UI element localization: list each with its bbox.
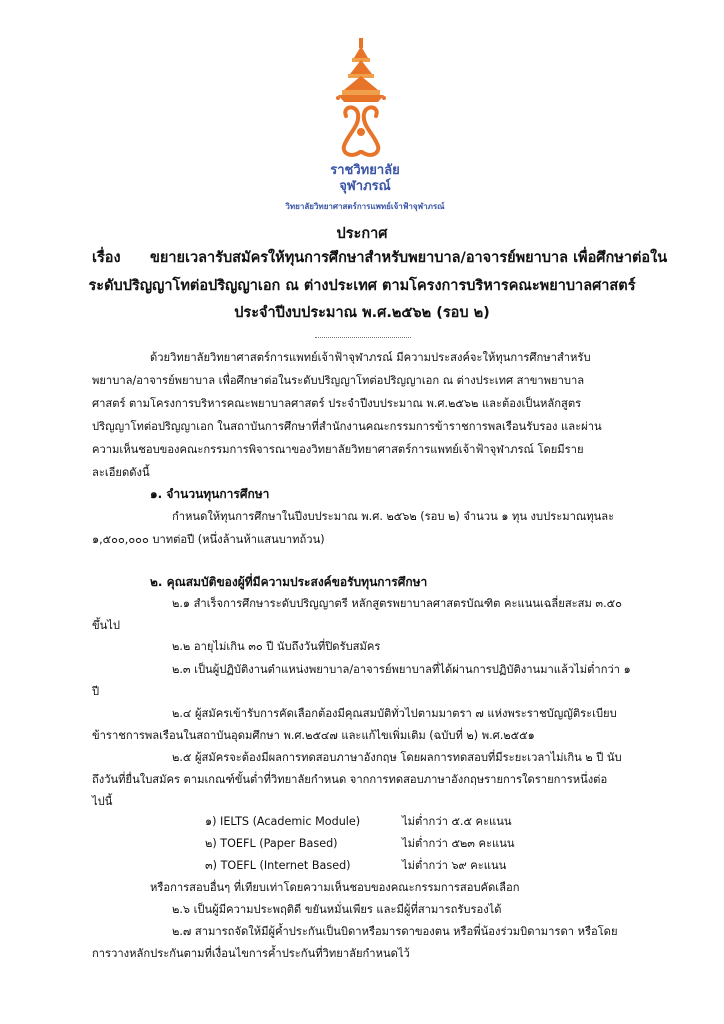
intro-line: พยาบาล/อาจารย์พยาบาล เพื่อศึกษาต่อในระดับปริญญาโทต่อปริญญาเอก ณ ต่างประเทศ สาขาพยาบาล (92, 374, 585, 387)
clause-2-7: ๒.๗ สามารถจัดให้มีผู้ค้ำประกันเป็นบิดาหรือมารดาของตน หรือพี่น้องร่วมบิดามารดา หรือโดย (172, 925, 618, 938)
clause-2-5-alt: หรือการสอบอื่นๆ ที่เทียบเท่าโดยความเห็นชอบของคณะกรรมการสอบคัดเลือก (150, 881, 520, 894)
section-1-text: ๑,๕๐๐,๐๐๐ บาทต่อปี (หนึ่งล้านห้าแสนบาทถ้วน) (92, 533, 325, 546)
section-2-heading: ๒. คุณสมบัติของผู้ที่มีความประสงค์ขอรับทุนการศึกษา (150, 575, 428, 589)
college-logo (330, 36, 392, 161)
logo-name-line1: ราชวิทยาลัย (330, 163, 400, 178)
test-requirement: ไม่ต่ำกว่า ๕.๕ คะแนน (402, 815, 512, 828)
test-name: ๒) TOEFL (Paper Based) (205, 837, 338, 850)
test-requirement: ไม่ต่ำกว่า ๖๙ คะแนน (402, 859, 507, 872)
clause-2-7-cont: การวางหลักประกันตามที่เงื่อนไขการค้ำประกันที่วิทยาลัยกำหนดไว้ (92, 947, 410, 960)
intro-line: ศาสตร์ ตามโครงการบริหารคณะพยาบาลศาสตร์ ประจำปีงบประมาณ พ.ศ.๒๕๖๒ และต้องเป็นหลักสูตร (92, 397, 582, 410)
subject-line-3: ประจำปีงบประมาณ พ.ศ.๒๕๖๒ (รอบ ๒) (234, 305, 490, 321)
clause-2-6: ๒.๖ เป็นผู้มีความประพฤติดี ขยันหมั่นเพียร และมีผู้ที่สามารถรับรองได้ (172, 903, 502, 916)
subject-label: เรื่อง (92, 250, 121, 266)
clause-2-5-cont: ถึงวันที่ยื่นใบสมัคร ตามเกณฑ์ขั้นต่ำที่วิทยาลัยกำหนด จากการทดสอบภาษาอังกฤษรายการใดรายการหนึ่งต่อ (92, 773, 608, 786)
subject-line-2: ระดับปริญญาโทต่อปริญญาเอก ณ ต่างประเทศ ตามโครงการบริหารคณะพยาบาลศาสตร์ (88, 278, 636, 294)
test-name: ๓) TOEFL (Internet Based) (205, 859, 351, 872)
intro-line: ด้วยวิทยาลัยวิทยาศาสตร์การแพทย์เจ้าฟ้าจุฬาภรณ์ มีความประสงค์จะให้ทุนการศึกษาสำหรับ (150, 351, 591, 364)
clause-2-3: ๒.๓ เป็นผู้ปฏิบัติงานตำแหน่งพยาบาล/อาจารย์พยาบาลที่ได้ผ่านการปฏิบัติงานมาแล้วไม่ต่ำกว่า ๑ (172, 663, 631, 676)
intro-line: ปริญญาโทต่อปริญญาเอก ในสถาบันการศึกษาที่สำนักงานคณะกรรมการข้าราชการพลเรือนรับรอง และผ่าน (92, 420, 602, 433)
clause-2-2: ๒.๒ อายุไม่เกิน ๓๐ ปี นับถึงวันที่ปิดรับสมัคร (172, 640, 381, 653)
intro-line: ความเห็นชอบของคณะกรรมการพิจารณาของวิทยาลัยวิทยาศาสตร์การแพทย์เจ้าฟ้าจุฬาภรณ์ โดยมีราย (92, 443, 584, 456)
divider (315, 337, 411, 338)
crown-emblem-icon (330, 36, 392, 161)
clause-2-3-cont: ปี (92, 685, 100, 698)
logo-name-line2: จุฬาภรณ์ (339, 179, 391, 194)
clause-2-4: ๒.๔ ผู้สมัครเข้ารับการคัดเลือกต้องมีคุณสมบัติทั่วไปตามมาตรา ๗ แห่งพระราชบัญญัติระเบียบ (172, 707, 617, 720)
clause-2-4-cont: ข้าราชการพลเรือนในสถาบันอุดมศึกษา พ.ศ.๒๕๔๗ และแก้ไขเพิ่มเติม (ฉบับที่ ๒) พ.ศ.๒๕๕๑ (92, 729, 535, 742)
announcement-title: ประกาศ (336, 226, 388, 242)
clause-2-5-cont: ไปนี้ (92, 795, 113, 808)
clause-2-1-cont: ขึ้นไป (92, 619, 121, 632)
test-requirement: ไม่ต่ำกว่า ๕๒๓ คะแนน (402, 837, 515, 850)
logo-subtitle: วิทยาลัยวิทยาศาสตร์การแพทย์เจ้าฟ้าจุฬาภรณ์ (285, 202, 445, 211)
section-1-heading: ๑. จำนวนทุนการศึกษา (150, 487, 270, 501)
subject-line-1: ขยายเวลารับสมัครให้ทุนการศึกษาสำหรับพยาบาล/อาจารย์พยาบาล เพื่อศึกษาต่อใน (150, 250, 668, 266)
section-1-text: กำหนดให้ทุนการศึกษาในปีงบประมาณ พ.ศ. ๒๕๖๒ (รอบ ๒) จำนวน ๑ ทุน งบประมาณทุนละ (172, 510, 615, 523)
test-name: ๑) IELTS (Academic Module) (205, 815, 361, 828)
intro-line: ละเอียดดังนี้ (92, 466, 150, 479)
clause-2-5: ๒.๕ ผู้สมัครจะต้องมีผลการทดสอบภาษาอังกฤษ โดยผลการทดสอบที่มีระยะเวลาไม่เกิน ๒ ปี นับ (172, 751, 622, 764)
clause-2-1: ๒.๑ สำเร็จการศึกษาระดับปริญญาตรี หลักสูตรพยาบาลศาสตรบัณฑิต คะแนนเฉลี่ยสะสม ๓.๕๐ (172, 597, 622, 610)
